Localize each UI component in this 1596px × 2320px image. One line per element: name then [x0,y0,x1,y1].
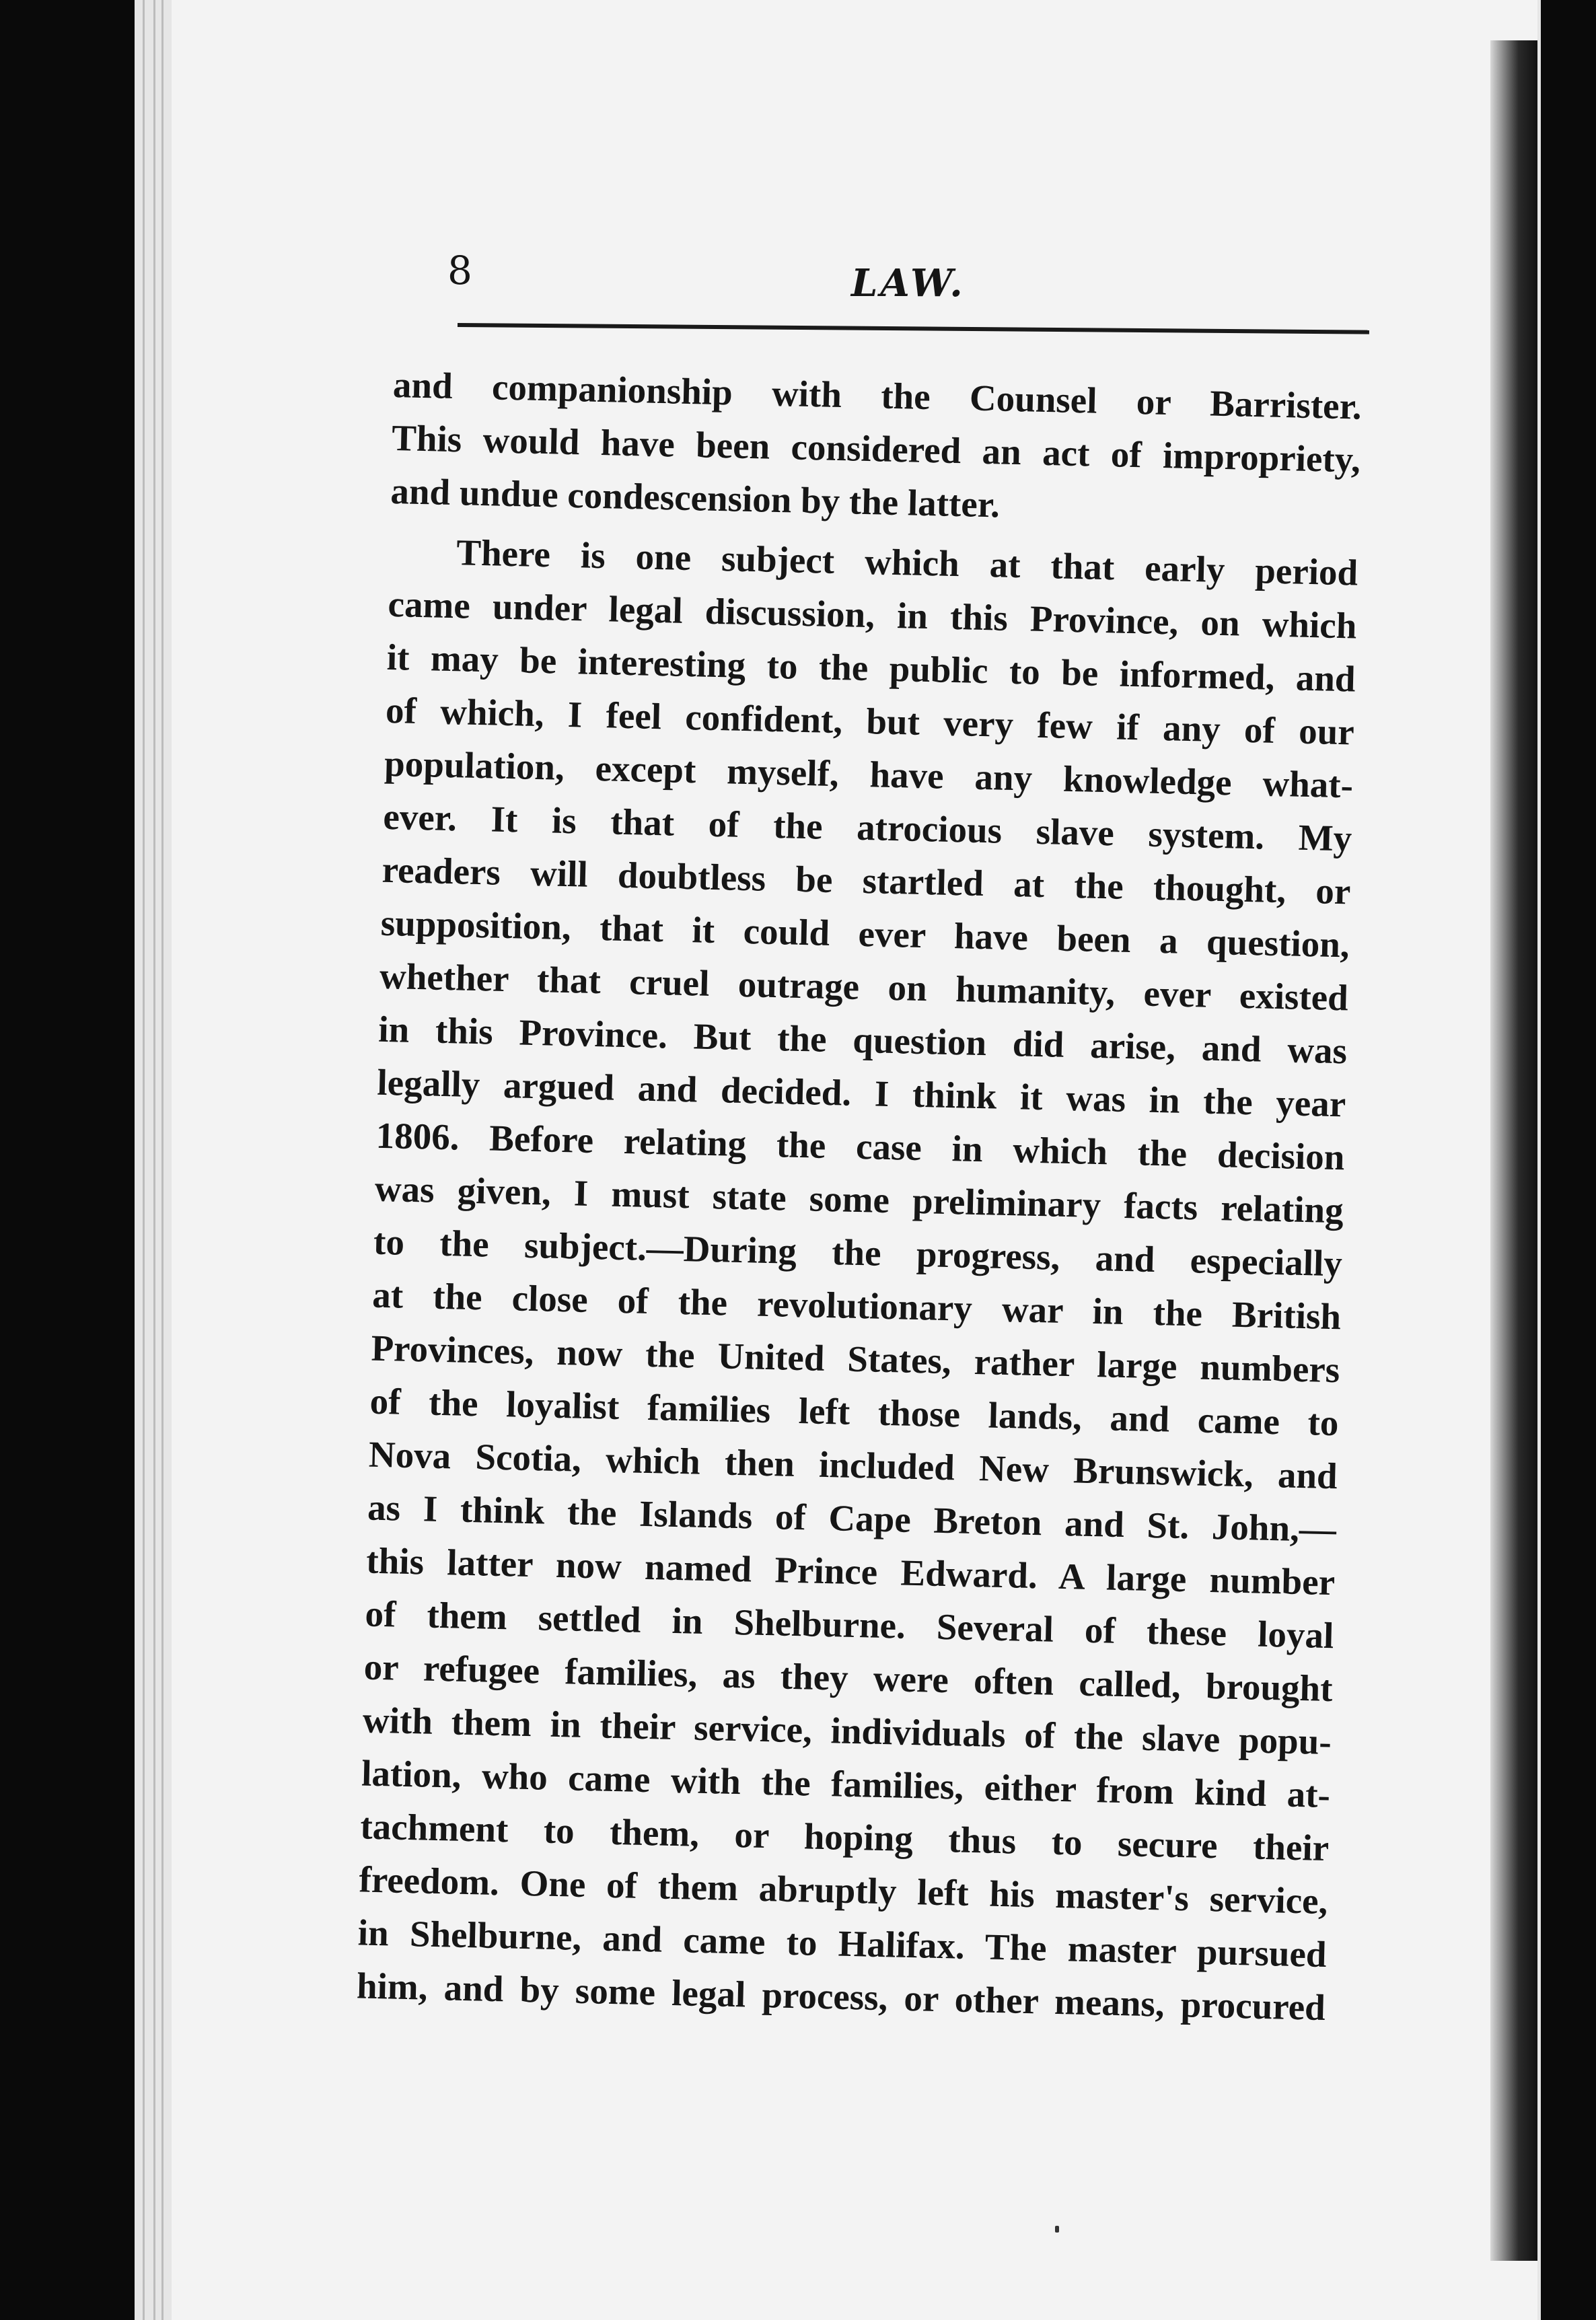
text-line: came under legal discussion, in this Province, on which [388,583,1358,647]
text-line: Provinces, now the United States, rather large numbers [370,1327,1340,1391]
ink-speck [1055,2226,1059,2233]
text-line: in Shelburne, and came to Halifax. The master pursued [357,1912,1328,1975]
text-line: population, except myself, have any knowledge what- [384,742,1354,806]
text-line: was given, I must state some preliminary facts relating [374,1167,1344,1231]
text-line: this latter now named Prince Edward. A large number [365,1539,1336,1603]
page-edge-line [153,0,155,2320]
text-line: supposition, that it could ever have been a question, [380,902,1350,966]
text-line: and companionship with the Counsel or Barrister. [392,363,1363,427]
text-line: as I think the Islands of Cape Breton and St. John,— [367,1486,1337,1550]
text-line: him, and by some legal process, or other means, procured [356,1965,1326,2029]
body-text [356,358,1362,2034]
running-head [447,248,1369,322]
text-line: Nova Scotia, which then included New Brunswick, and [368,1433,1338,1497]
text-line: whether that cruel outrage on humanity, ever existed [379,955,1349,1019]
text-line: of which, I feel confident, but very few if any of our [385,689,1355,753]
text-line: readers will doubtless be startled at the thought, or [382,848,1352,912]
text-line: lation, who came with the families, either from kind at- [361,1752,1331,1816]
text-line: and undue condescension by the latter. [390,470,1001,525]
page-edge-line [161,0,164,2320]
text-line: legally argued and decided. I think it was in the year [376,1061,1346,1125]
text-line: There is one subject which at that early period [456,532,1358,593]
text-line: to the subject.—During the progress, and especially [373,1221,1343,1284]
text-line: at the close of the revolutionary war in the British [371,1274,1342,1338]
text-line: it may be interesting to the public to be informed, and [386,636,1356,700]
text-line: of them settled in Shelburne. Several of these loyal [364,1593,1334,1657]
paragraph-1 [390,358,1363,540]
page-edge-line [143,0,145,2320]
text-line: 1806. Before relating the case in which the decision [375,1114,1346,1178]
text-line: in this Province. But the question did arise, and was [377,1008,1348,1072]
running-head-title: LAW. [851,261,966,305]
text-line: This would have been considered an act of impropriety, [391,416,1361,480]
scan-border-right [1541,0,1596,2320]
text-line: or refugee families, as they were often called, brought [363,1646,1334,1710]
text-line: tachment to them, or hoping thus to secure their [359,1805,1330,1869]
gutter-shadow [1490,40,1537,2261]
text-line: of the loyalist families left those lands, and came to [369,1380,1340,1444]
text-line: with them in their service, individuals of the slave popu- [362,1699,1332,1763]
paragraph-2 [356,524,1358,2034]
text-line: ever. It is that of the atrocious slave system. My [382,795,1352,859]
page-number: 8 [447,248,472,293]
text-line: freedom. One of them abruptly left his master's service, [359,1858,1329,1922]
scan-border-left [0,0,135,2320]
